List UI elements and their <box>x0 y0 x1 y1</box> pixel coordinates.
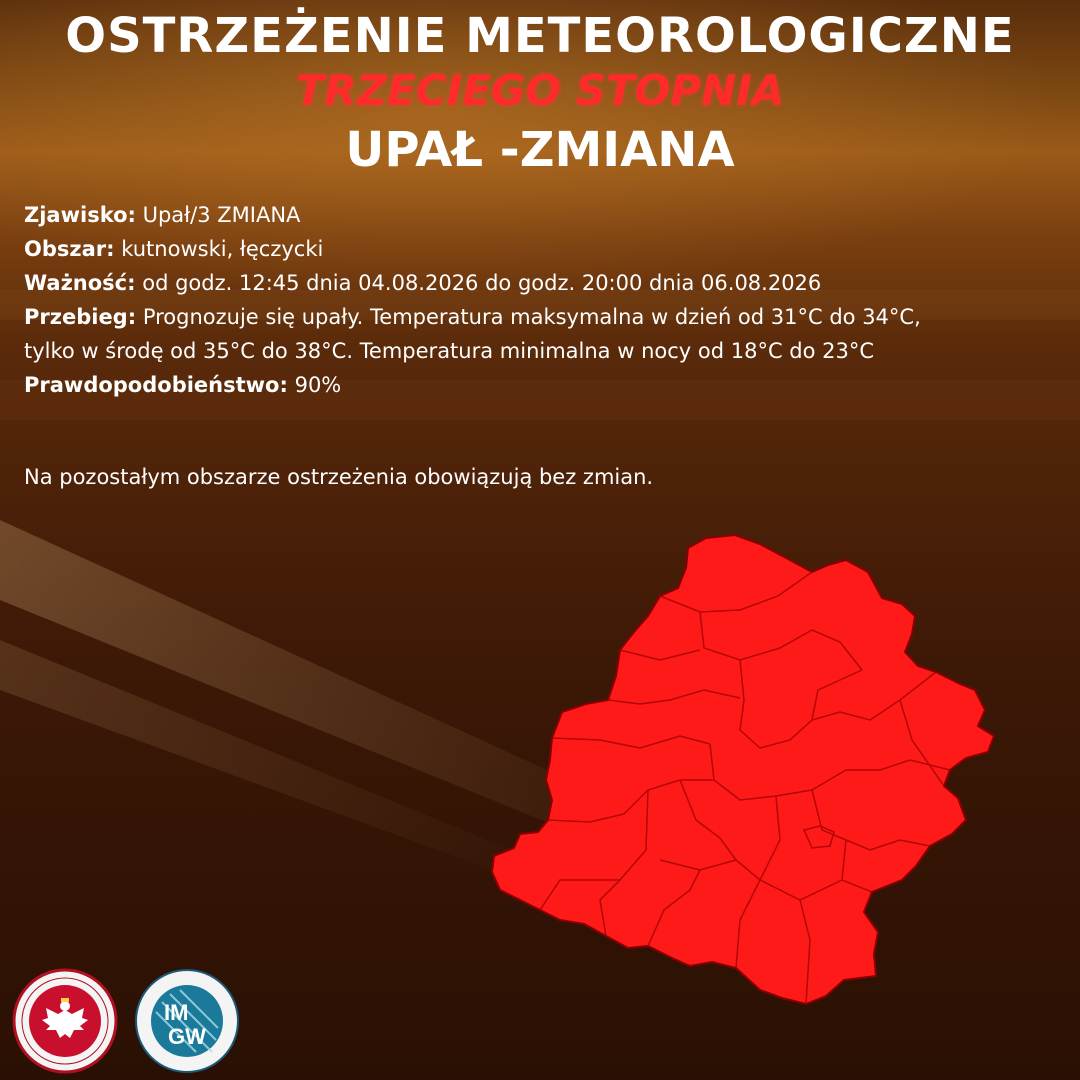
imgw-logo-text-bottom: GW <box>168 1024 206 1049</box>
course-label: Przebieg: <box>24 305 137 329</box>
probability-value: 90% <box>294 373 342 397</box>
region-warning-map <box>480 520 1020 1020</box>
warning-level: TRZECIEGO STOPNIA <box>295 66 785 115</box>
warning-details <box>24 198 1064 402</box>
remaining-area-note: Na pozostałym obszarze ostrzeżenia obowiązują bez zmian. <box>24 465 654 489</box>
phenomenon-value: Upał/3 ZMIANA <box>142 203 301 227</box>
area-value: kutnowski, łęczycki <box>121 237 324 261</box>
validity-value: od godz. 12:45 dnia 04.08.2026 do godz. 20:00 dnia 06.08.2026 <box>142 271 822 295</box>
area-row <box>24 232 1064 266</box>
phenomenon-row <box>24 198 1064 232</box>
imgw-logo-text-top: IM <box>164 1000 189 1025</box>
course-value-line1: Prognozuje się upały. Temperatura maksymalna w dzień od 31°C do 34°C, <box>142 305 921 329</box>
phenomenon-label: Zjawisko: <box>24 203 136 227</box>
area-label: Obszar: <box>24 237 115 261</box>
probability-label: Prawdopodobieństwo: <box>24 373 288 397</box>
voivodeship-office-logo <box>12 968 118 1074</box>
validity-label: Ważność: <box>24 271 136 295</box>
course-row <box>24 300 1064 334</box>
imgw-logo <box>134 968 240 1074</box>
warning-type: UPAŁ -ZMIANA <box>345 122 735 178</box>
course-row-continued <box>24 334 1064 368</box>
warning-title: OSTRZEŻENIE METEOROLOGICZNE <box>65 8 1015 64</box>
region-outline <box>492 535 994 1004</box>
course-value-line2: tylko w środę od 35°C do 38°C. Temperatura minimalna w nocy od 18°C do 23°C <box>24 339 875 363</box>
validity-row <box>24 266 1064 300</box>
probability-row <box>24 368 1064 402</box>
